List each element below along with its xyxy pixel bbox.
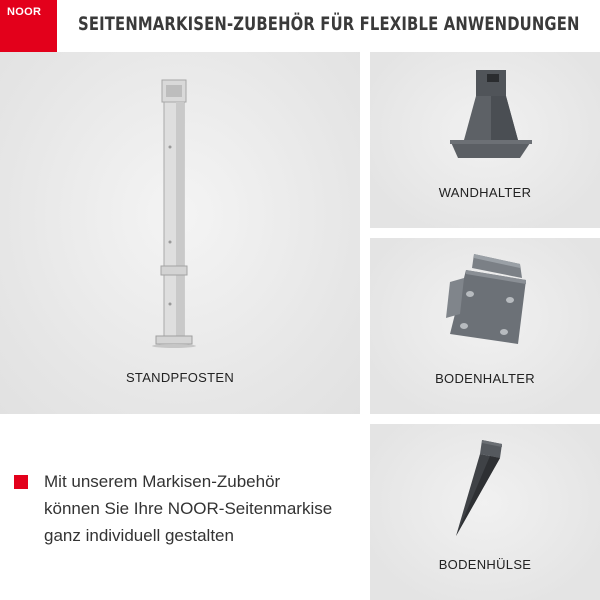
noor-logo	[0, 0, 57, 52]
bullet-square-icon	[14, 475, 28, 489]
wall-bracket-image	[370, 52, 600, 228]
description-line: ganz individuell gestalten	[44, 526, 234, 545]
description-block	[0, 414, 370, 600]
ground-spike-image	[370, 424, 600, 600]
description-line: können Sie Ihre NOOR-Seitenmarkise	[44, 499, 333, 518]
post-image	[0, 52, 360, 414]
product-label: WANDHALTER	[438, 185, 532, 200]
product-label: STANDPFOSTEN	[125, 370, 235, 385]
product-card-wandhalter	[370, 52, 600, 228]
description-text	[44, 468, 354, 549]
product-card-bodenhalter	[370, 238, 600, 414]
product-label: BODENHÜLSE	[438, 557, 532, 572]
logo-text: NOOR	[7, 6, 42, 18]
floor-bracket-image	[370, 238, 600, 414]
header	[0, 0, 600, 52]
product-label: BODENHALTER	[435, 371, 535, 386]
description-line: Mit unserem Markisen-Zubehör	[44, 472, 281, 491]
product-card-bodenhuelse	[370, 424, 600, 600]
product-card-standpfosten	[0, 52, 360, 414]
page-title: SEITENMARKISEN-ZUBEHÖR FÜR FLEXIBLE ANWENDUNGEN	[78, 13, 580, 35]
